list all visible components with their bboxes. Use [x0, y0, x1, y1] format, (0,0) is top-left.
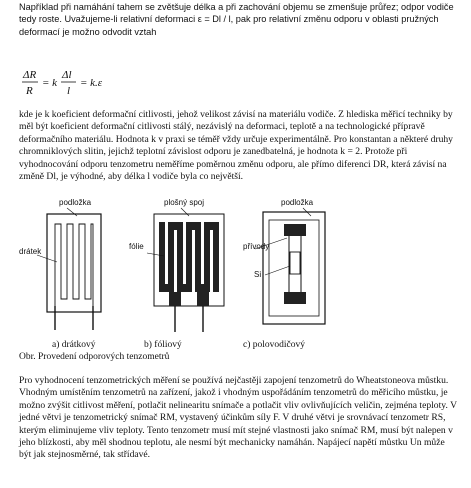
figure-title: Obr. Provedení odporových tenzometrů — [19, 352, 170, 362]
semiconductor-gauge-diagram — [255, 208, 325, 324]
formula-lhs-denominator: R — [26, 85, 33, 97]
caption-b: b) fóliový — [144, 340, 182, 350]
formula-lhs-numerator: ΔR — [23, 69, 37, 81]
wire-gauge-diagram — [37, 208, 101, 330]
formula-mid-numerator: Δl — [62, 69, 72, 81]
foil-gauge-diagram — [147, 208, 224, 332]
label-wire: drátek — [19, 247, 42, 256]
formula-mid-denominator: l — [67, 85, 71, 97]
label-substrate-a: podložka — [59, 198, 92, 207]
caption-c: c) polovodičový — [243, 340, 306, 350]
label-silicon: Si — [254, 270, 262, 279]
label-printed-circuit: plošný spoj — [164, 198, 205, 207]
label-substrate-c: podložka — [281, 198, 314, 207]
bridge-paragraph: Pro vyhodnocení tenzometrických měření se používá nejčastěji zapojení tenzometrů do Wheatstoneova můstku. Vhodným umístěním tenzometrů na zařízení, jakož i vhodným uspořádáním tenzometrů do měřicího můstku, je možno zvýšit citlivost měření, potlačit nelinearitu snímače a potlačit vliv ovlivňujících veličin, zejména teploty. V jedné větvi je tenzometrický snímač RM, vystavený účinkům síly F. V druhé větvi je srovnávací tenzometr RS, kterým eliminujeme vliv teploty. Tento tenzometr musí mít stejné vlastnosti jako snímač RM, musí být nalepen v jeho blízkosti, aby měl shodnou teplotu, ale nesmí být mechanicky namáhán. Napájecí napětí můstku Un může být jak stejnosměrné, tak střídavé. — [19, 375, 457, 461]
formula-equals-k: = k — [42, 77, 58, 89]
label-leads: přívody — [243, 242, 270, 251]
caption-a: a) drátkový — [52, 340, 96, 350]
strain-formula — [20, 66, 140, 100]
label-foil: fólie — [129, 242, 144, 251]
strain-gauge-figure — [19, 194, 457, 364]
formula-equals-k-epsilon: = k.ε — [80, 77, 103, 89]
explanation-paragraph: kde je k koeficient deformační citlivosti, jehož velikost závisí na materiálu vodiče. Z hlediska měřicí techniky by měl být koeficient deformační citlivosti stálý, nezávislý na deformaci, teplotě a na technologické přípravě deformačního materiálu. Hodnota k v praxi se téměř vždy určuje experimentálně. Pro konstantan a některé druhy chromniklových slitin, jejichž teplotní závislost odporu je zanedbatelná, je hodnota k = 2. Protože při vyhodnocování odporu tenzometru neměříme poměrnou změnu odporu, ale přímo diferenci DR, která závisí na změně Dl, je výhodné, aby délka l vodiče byla co největší. — [19, 109, 453, 183]
intro-paragraph: Například při namáhání tahem se zvětšuje délka a při zachování objemu se zmenšuje průřez; odpor vodiče tedy roste. Uvažujeme-li relativní deformaci ε = Dl / l, pak pro relativní změnu odporu v oblasti pružných deformací je možno odvodit vztah — [19, 2, 454, 37]
